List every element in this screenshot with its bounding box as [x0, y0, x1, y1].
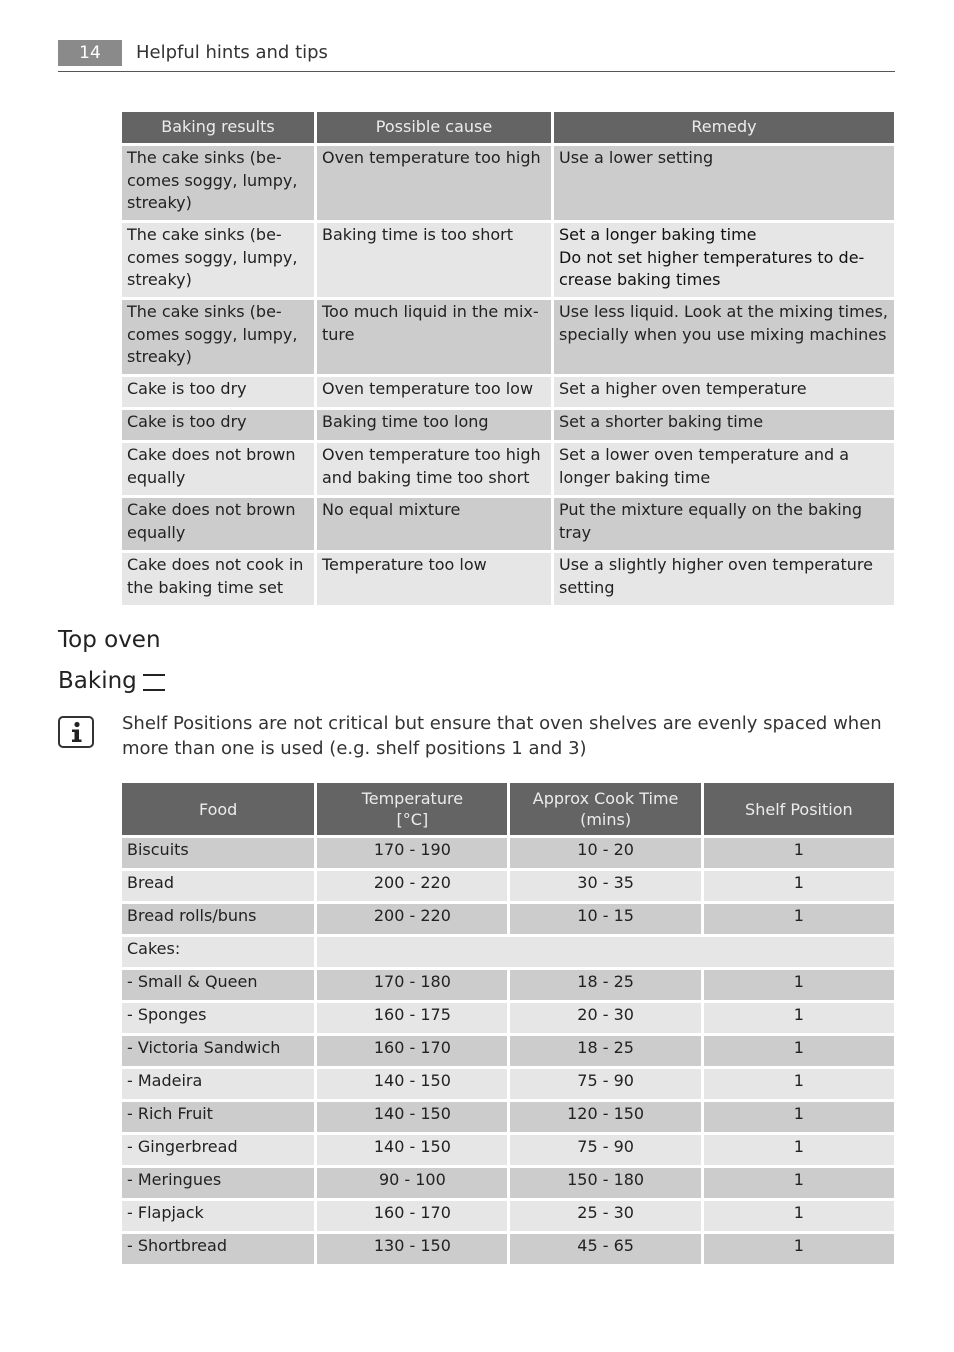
- column-header-unit: [°C]: [396, 810, 429, 829]
- baking-result: The cake sinks (be-comes soggy, lumpy, streaky): [122, 146, 314, 220]
- temperature: 170 - 180: [317, 970, 507, 1000]
- shelf-position: 1: [704, 970, 894, 1000]
- food: Biscuits: [122, 838, 314, 868]
- shelf-position: 1: [704, 1201, 894, 1231]
- baking-result: Cake does not brown equally: [122, 498, 314, 550]
- column-header: Remedy: [554, 112, 894, 143]
- info-note: Shelf Positions are not critical but ensure that oven shelves are evenly spaced when more than one is used (e.g. shelf positions 1 and 3): [122, 713, 882, 759]
- shelf-position: 1: [704, 1234, 894, 1264]
- cook-time: 18 - 25: [510, 1036, 700, 1066]
- cook-time: 45 - 65: [510, 1234, 700, 1264]
- remedy: Use less liquid. Look at the mixing times, specially when you use mixing machines: [554, 300, 894, 374]
- empty-cell: [317, 937, 894, 967]
- shelf-position: 1: [704, 1036, 894, 1066]
- table-row: [122, 1036, 894, 1066]
- table-row: [122, 1201, 894, 1231]
- table-row: [122, 1168, 894, 1198]
- baking-chart-table: [119, 780, 897, 1267]
- temperature: 160 - 175: [317, 1003, 507, 1033]
- possible-cause: Oven temperature too high: [317, 146, 551, 220]
- remedy: Set a lower oven temperature and a longer baking time: [554, 443, 894, 495]
- column-header-line: Temperature: [361, 789, 464, 808]
- possible-cause: No equal mixture: [317, 498, 551, 550]
- table-row: [122, 443, 894, 495]
- column-header: Food: [122, 783, 314, 835]
- column-header: Shelf Position: [704, 783, 894, 835]
- food: Cakes:: [122, 937, 314, 967]
- table-row: [122, 377, 894, 407]
- shelf-position: 1: [704, 904, 894, 934]
- temperature: 140 - 150: [317, 1102, 507, 1132]
- possible-cause: Oven temperature too low: [317, 377, 551, 407]
- shelf-position: 1: [704, 1135, 894, 1165]
- cook-time: 30 - 35: [510, 871, 700, 901]
- temperature: 200 - 220: [317, 871, 507, 901]
- table-row: [122, 1102, 894, 1132]
- subsection-title: [58, 668, 165, 694]
- table-row: [122, 410, 894, 440]
- table-row: [122, 937, 894, 967]
- possible-cause: Temperature too low: [317, 553, 551, 605]
- cook-time: 75 - 90: [510, 1135, 700, 1165]
- header-title: Helpful hints and tips: [136, 42, 328, 63]
- possible-cause: Baking time too long: [317, 410, 551, 440]
- column-header-line: Approx Cook Time: [532, 789, 679, 808]
- table-row: [122, 1234, 894, 1264]
- column-header: Possible cause: [317, 112, 551, 143]
- page-number: 14: [58, 40, 122, 66]
- food: - Madeira: [122, 1069, 314, 1099]
- temperature: 90 - 100: [317, 1168, 507, 1198]
- temperature: 160 - 170: [317, 1201, 507, 1231]
- food: Bread: [122, 871, 314, 901]
- cook-time: 25 - 30: [510, 1201, 700, 1231]
- cook-time: 10 - 15: [510, 904, 700, 934]
- baking-result: Cake is too dry: [122, 410, 314, 440]
- food: Bread rolls/buns: [122, 904, 314, 934]
- possible-cause: Too much liquid in the mix-ture: [317, 300, 551, 374]
- remedy: Use a lower setting: [554, 146, 894, 220]
- remedy: Put the mixture equally on the baking tray: [554, 498, 894, 550]
- shelf-position: 1: [704, 871, 894, 901]
- table-row: [122, 1135, 894, 1165]
- table-row: [122, 300, 894, 374]
- remedy-warning: Do not set higher temperatures to de-crease baking times: [559, 247, 865, 289]
- column-header: Baking results: [122, 112, 314, 143]
- food: - Meringues: [122, 1168, 314, 1198]
- temperature: 170 - 190: [317, 838, 507, 868]
- baking-result: The cake sinks (be-comes soggy, lumpy, streaky): [122, 300, 314, 374]
- cook-time: 10 - 20: [510, 838, 700, 868]
- possible-cause: Baking time is too short: [317, 223, 551, 297]
- cook-time: 20 - 30: [510, 1003, 700, 1033]
- baking-result: Cake does not cook in the baking time set: [122, 553, 314, 605]
- top-bottom-heat-icon: [143, 674, 165, 691]
- section-title: Top oven: [58, 627, 161, 653]
- shelf-position: 1: [704, 1069, 894, 1099]
- table-row: [122, 838, 894, 868]
- remedy: Use a slightly higher oven temperature setting: [554, 553, 894, 605]
- table-row: [122, 553, 894, 605]
- subsection-title-text: Baking: [58, 668, 137, 694]
- cook-time: 150 - 180: [510, 1168, 700, 1198]
- remedy: Set a shorter baking time: [554, 410, 894, 440]
- baking-results-table: [119, 109, 897, 608]
- food: - Sponges: [122, 1003, 314, 1033]
- table-row: [122, 904, 894, 934]
- remedy: Set a higher oven temperature: [554, 377, 894, 407]
- cook-time: 75 - 90: [510, 1069, 700, 1099]
- food: - Rich Fruit: [122, 1102, 314, 1132]
- temperature: 140 - 150: [317, 1135, 507, 1165]
- food: - Small & Queen: [122, 970, 314, 1000]
- temperature: 200 - 220: [317, 904, 507, 934]
- column-header-unit: (mins): [580, 810, 632, 829]
- food: - Flapjack: [122, 1201, 314, 1231]
- table-row: [122, 1069, 894, 1099]
- baking-result: The cake sinks (be-comes soggy, lumpy, streaky): [122, 223, 314, 297]
- shelf-position: 1: [704, 838, 894, 868]
- page-header: [58, 40, 895, 72]
- table-row: [122, 223, 894, 297]
- shelf-position: 1: [704, 1168, 894, 1198]
- column-header: [317, 783, 507, 835]
- temperature: 140 - 150: [317, 1069, 507, 1099]
- baking-result: Cake does not brown equally: [122, 443, 314, 495]
- table-row: [122, 146, 894, 220]
- shelf-position: 1: [704, 1102, 894, 1132]
- food: - Shortbread: [122, 1234, 314, 1264]
- remedy-text: Set a longer baking time: [559, 225, 757, 244]
- baking-result: Cake is too dry: [122, 377, 314, 407]
- food: - Gingerbread: [122, 1135, 314, 1165]
- remedy: [554, 223, 894, 297]
- info-icon: [58, 716, 94, 748]
- possible-cause: Oven temperature too high and baking time too short: [317, 443, 551, 495]
- table-row: [122, 1003, 894, 1033]
- temperature: 160 - 170: [317, 1036, 507, 1066]
- temperature: 130 - 150: [317, 1234, 507, 1264]
- shelf-position: 1: [704, 1003, 894, 1033]
- cook-time: 18 - 25: [510, 970, 700, 1000]
- food: - Victoria Sandwich: [122, 1036, 314, 1066]
- table-row: [122, 871, 894, 901]
- table-header-row: [122, 783, 894, 835]
- table-row: [122, 498, 894, 550]
- table-header-row: [122, 112, 894, 143]
- column-header: [510, 783, 700, 835]
- table-row: [122, 970, 894, 1000]
- cook-time: 120 - 150: [510, 1102, 700, 1132]
